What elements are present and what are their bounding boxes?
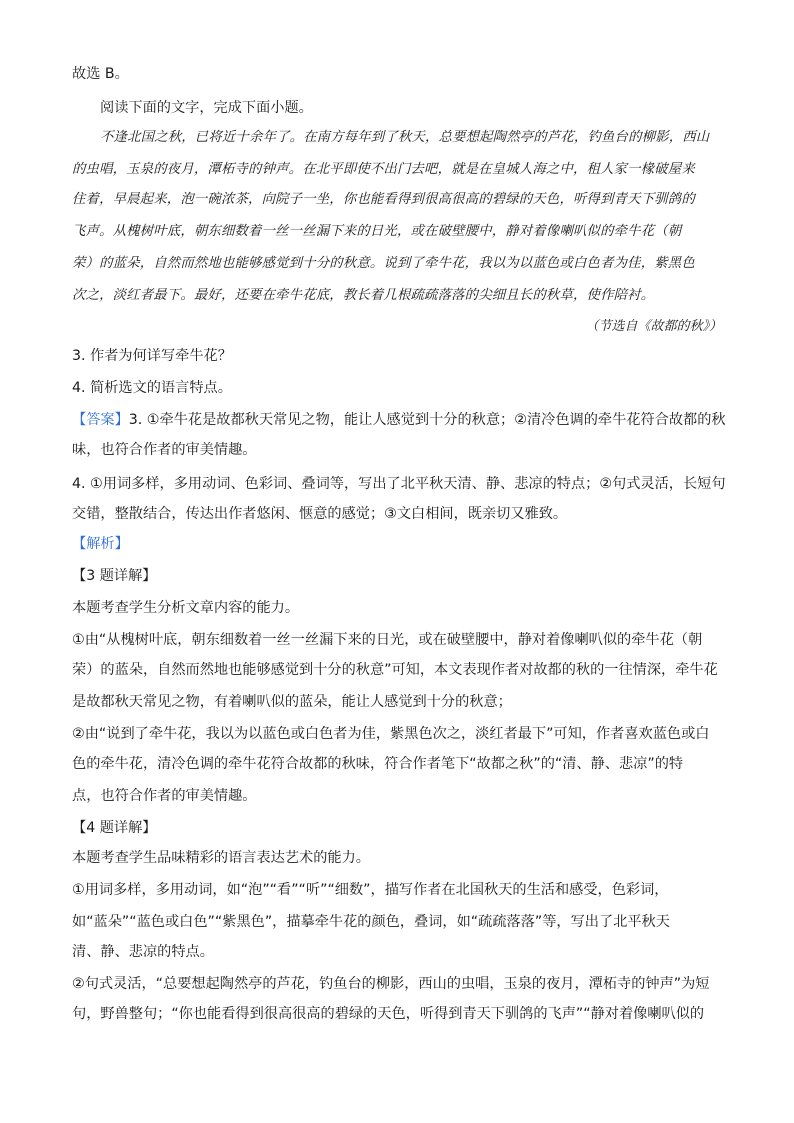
detail-4-para2: 句，野兽整句；“你也能看得到很高很高的碧绿的天色，听得到青天下驯鸽的飞声”“静对着像喇叭似的 [72,1006,705,1022]
detail-3-para2: ②由“说到了牵牛花，我以为以蓝色或白色者为佳，紫黑色次之，淡红者最下”可知，作者喜欢蓝色或白 [72,726,710,742]
instruction-line: 阅读下面的文字，完成下面小题。 [100,100,313,116]
detail-4-para1: ①用词多样，多用动词，如“泡”“看”“听”“细数”，描写作者在北国秋天的生活和感受，色彩词， [72,882,669,898]
answer-4-cont: 交错，整散结合，传达出作者悠闲、惬意的感觉；③文白相间，既亲切又雅致。 [72,506,568,522]
passage-source: （节选自《故都的秋》） [585,319,722,334]
detail-3-para2: 色的牵牛花，清冷色调的牵牛花符合故都的秋味，符合作者笔下“故都之秋”的“清、静、悲凉”的特 [72,756,684,772]
answer-4-text: 4. ①用词多样，多用动词、色彩词、叠词等，写出了北平秋天清、静、悲凉的特点；②句式灵活，长短句 [72,476,726,492]
analysis-tag: 【解析】 [72,536,129,552]
detail-3-para1: 是故都秋天常见之物，有着喇叭似的蓝朵，能让人感觉到十分的秋意； [72,694,512,710]
passage-line: 荣）的蓝朵，自然而然地也能够感觉到十分的秋意。说到了牵牛花，我以为以蓝色或白色者为佳，紫黑色 [72,256,695,271]
answer-tag: 【答案】 [72,412,129,428]
detail-3-para1: ①由“从槐树叶底，朝东细数着一丝一丝漏下来的日光，或在破壁腰中，静对着像喇叭似的牵牛花（朝 [72,632,703,648]
detail-4-para1: 如“蓝朵”“蓝色或白色”“紫黑色”，描摹牵牛花的颜色，叠词，如“疏疏落落”等，写出了北平秋天 [72,914,670,930]
detail-3-para1: 荣）的蓝朵，自然而然地也能够感觉到十分的秋意”可知，本文表现作者对故都的秋的一往情深，牵牛花 [72,662,718,678]
detail-3-para2: 点，也符合作者的审美情趣。 [72,788,257,804]
passage-line: 不逢北国之秋，已将近十余年了。在南方每年到了秋天，总要想起陶然亭的芦花，钓鱼台的柳影，西山 [100,130,710,145]
passage-line: 飞声。从槐树叶底，朝东细数着一丝一丝漏下来的日光，或在破壁腰中，静对着像喇叭似的牵牛花（朝 [72,224,682,239]
detail-4-para1: 清、静、悲凉的特点。 [72,944,214,960]
passage-line: 次之，淡红者最下。最好，还要在牵牛花底，教长着几根疏疏落落的尖细且长的秋草，使作陪衬。 [72,288,655,303]
question-4: 4. 简析选文的语言特点。 [72,380,232,396]
passage-line: 住着，早晨起来，泡一碗浓茶，向院子一坐，你也能看得到很高很高的碧绿的天色，听得到青天下驯鸽的 [72,192,695,207]
detail-4-title: 【4 题详解】 [72,820,157,836]
detail-4-intro: 本题考查学生品味精彩的语言表达艺术的能力。 [72,850,370,866]
detail-3-title: 【3 题详解】 [72,568,157,584]
answer-line [72,410,726,430]
conclusion-line: 故选 B。 [72,66,129,82]
passage-line: 的虫唱，玉泉的夜月，潭柘寺的钟声。在北平即使不出门去吧，就是在皇城人海之中，租人家一椽破屋来 [72,162,695,177]
question-3: 3. 作者为何详写牵牛花？ [72,348,232,364]
detail-3-intro: 本题考查学生分析文章内容的能力。 [72,600,300,616]
detail-4-para2: ②句式灵活，“总要想起陶然亭的芦花，钓鱼台的柳影，西山的虫唱，玉泉的夜月，潭柘寺的钟声”为短 [72,976,710,992]
answer-3-text: 3. ①牵牛花是故都秋天常见之物，能让人感觉到十分的秋意；②清冷色调的牵牛花符合故都的秋 [128,412,726,428]
answer-3-cont: 味，也符合作者的审美情趣。 [72,442,257,458]
